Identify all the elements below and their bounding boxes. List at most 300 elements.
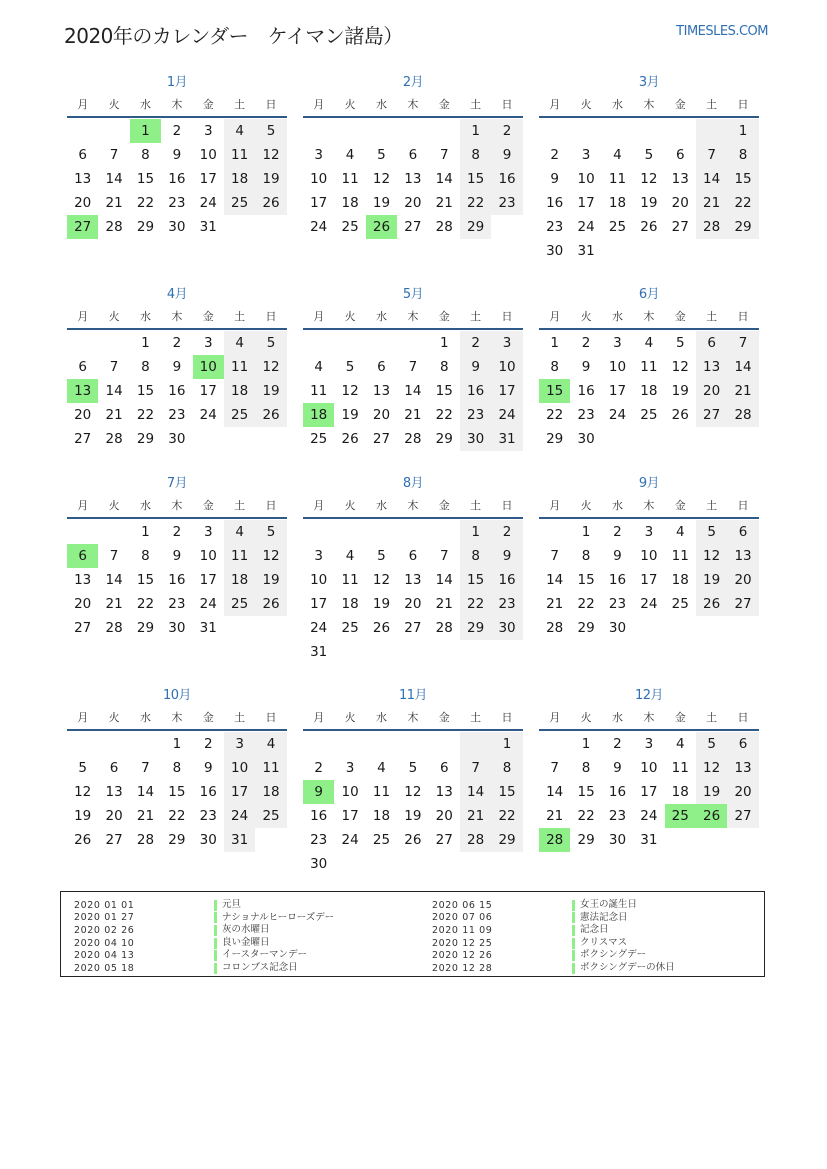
day-cell: 10 [491,355,522,379]
legend-date: 2020 01 27 [74,912,135,924]
weekday-label: 金 [438,499,450,512]
empty-day-cell [98,119,129,143]
weekday-label: 火 [580,310,592,323]
day-cell: 7 [696,143,727,167]
day-cell: 11 [255,756,286,780]
day-cell: 21 [105,407,123,423]
empty-day-cell [67,119,98,143]
day-cell: 2 [314,760,323,776]
weekday-label: 火 [344,98,356,111]
weekday-label: 日 [501,98,513,111]
empty-day-cell [429,520,460,544]
day-cell: 6 [727,732,758,756]
day-cell: 5 [255,331,286,355]
day-cell: 2 [613,524,622,540]
weekday-header [539,306,759,330]
day-cell: 18 [372,808,391,824]
day-cell: 10 [341,784,359,800]
day-cell: 29 [577,832,595,848]
day-cell: 24 [199,407,217,423]
day-cell: 19 [671,383,689,399]
day-cell: 22 [460,592,491,616]
day-cell: 18 [224,167,255,191]
day-cell: 26 [671,407,689,423]
empty-day-cell [539,732,570,756]
weekday-label: 木 [171,711,183,724]
legend-row [74,962,334,975]
day-cell: 1 [460,119,491,143]
month-calendar [539,284,759,451]
weekday-label: 日 [501,499,513,512]
day-cell: 28 [435,620,453,636]
day-cell: 22 [577,596,595,612]
legend-row [74,949,334,962]
month-calendar [303,685,523,876]
day-cell: 20 [74,407,92,423]
day-grid [303,520,523,664]
empty-day-cell [98,331,129,355]
day-cell: 31 [640,832,658,848]
holiday-color-marker [214,900,217,911]
holiday-day-cell: 13 [67,379,98,403]
holiday-day-cell: 28 [539,828,570,852]
day-cell: 9 [613,548,622,564]
weekday-header [303,306,523,330]
weekday-label: 金 [202,711,214,724]
day-cell: 7 [550,548,559,564]
day-cell: 13 [74,171,92,187]
empty-day-cell [303,520,334,544]
day-cell: 10 [577,171,595,187]
empty-day-cell [366,331,397,355]
day-cell: 29 [491,828,522,852]
day-cell: 17 [199,572,217,588]
day-cell: 24 [640,808,658,824]
day-cell: 21 [136,808,155,824]
day-cell: 10 [199,548,217,564]
weekday-label: 火 [580,711,592,724]
weekday-label: 木 [407,711,419,724]
day-cell: 24 [491,403,522,427]
day-grid [539,732,759,852]
weekday-label: 火 [580,98,592,111]
day-cell: 12 [255,355,286,379]
empty-day-cell [570,119,601,143]
day-cell: 6 [439,760,449,776]
day-cell: 18 [255,780,286,804]
day-cell: 21 [435,596,453,612]
day-cell: 4 [224,520,255,544]
month-calendar [67,284,287,451]
month-calendar [539,72,759,263]
day-cell: 10 [640,548,658,564]
weekday-label: 水 [611,98,623,111]
day-cell: 5 [345,359,355,375]
day-cell: 19 [696,780,727,804]
empty-day-cell [366,520,397,544]
empty-day-cell [67,732,98,756]
day-grid [539,520,759,640]
weekday-label: 日 [501,310,513,323]
holiday-day-cell: 18 [303,403,334,427]
weekday-header [303,94,523,118]
weekday-label: 水 [375,98,387,111]
day-cell: 15 [460,167,491,191]
day-cell: 2 [172,335,182,351]
weekday-label: 火 [108,499,120,512]
legend-date: 2020 04 10 [74,937,135,949]
weekday-label: 日 [737,310,749,323]
day-cell: 5 [78,760,87,776]
day-grid [67,119,287,239]
weekday-label: 木 [643,711,655,724]
day-cell: 14 [105,572,123,588]
day-cell: 7 [550,760,559,776]
day-cell: 10 [310,572,328,588]
weekday-label: 日 [737,98,749,111]
day-cell: 24 [640,596,658,612]
day-cell: 16 [608,784,627,800]
day-cell: 4 [345,548,355,564]
day-cell: 15 [491,780,522,804]
day-cell: 27 [671,219,689,235]
day-cell: 30 [199,832,217,848]
empty-day-cell [397,732,428,756]
day-cell: 29 [435,431,453,447]
weekday-header [303,707,523,731]
day-cell: 16 [491,167,522,191]
weekday-label: 土 [234,98,246,111]
holiday-day-cell: 10 [193,355,224,379]
day-grid [303,732,523,876]
day-grid [539,331,759,451]
weekday-header [303,495,523,519]
day-cell: 13 [404,171,422,187]
day-cell: 17 [640,572,658,588]
day-cell: 21 [696,191,727,215]
day-cell: 4 [345,147,355,163]
day-cell: 13 [696,355,727,379]
day-cell: 8 [141,147,150,163]
day-cell: 27 [74,431,92,447]
day-cell: 27 [404,219,422,235]
day-cell: 9 [460,355,491,379]
weekday-label: 日 [737,711,749,724]
day-cell: 29 [136,219,155,235]
month-title: 6月 [638,287,660,302]
month-title: 11月 [398,688,428,703]
holiday-color-marker [572,938,575,949]
day-cell: 17 [310,596,328,612]
legend-row [74,912,334,925]
day-cell: 25 [608,219,627,235]
weekday-label: 木 [407,499,419,512]
day-cell: 30 [168,431,186,447]
day-cell: 27 [74,620,92,636]
day-cell: 9 [613,760,622,776]
day-cell: 28 [727,403,758,427]
empty-day-cell [366,732,397,756]
day-cell: 23 [546,219,564,235]
empty-day-cell [429,119,460,143]
day-cell: 26 [255,592,286,616]
legend-holiday-name: 憲法記念日 [580,911,628,923]
weekday-header [67,306,287,330]
month-calendar [539,473,759,640]
day-cell: 3 [224,732,255,756]
weekday-label: 金 [202,98,214,111]
day-cell: 27 [372,431,391,447]
empty-day-cell [633,119,664,143]
month-title: 7月 [166,476,188,491]
day-cell: 19 [74,808,92,824]
day-cell: 1 [141,524,150,540]
day-cell: 9 [491,143,522,167]
day-cell: 6 [408,147,418,163]
day-cell: 14 [105,171,123,187]
month-calendar [303,72,523,239]
day-cell: 22 [727,191,758,215]
day-cell: 3 [644,736,654,752]
day-cell: 8 [581,760,591,776]
month-title: 3月 [638,75,660,90]
day-cell: 3 [314,147,323,163]
day-cell: 1 [172,736,182,752]
day-grid [67,520,287,640]
empty-day-cell [67,331,98,355]
day-cell: 14 [546,572,564,588]
weekday-label: 水 [139,310,151,323]
day-cell: 21 [404,407,422,423]
legend-date: 2020 12 28 [432,962,493,974]
day-cell: 7 [439,548,449,564]
legend-holiday-name: 良い金曜日 [222,936,270,948]
weekday-label: 木 [171,499,183,512]
weekday-label: 土 [234,711,246,724]
day-cell: 15 [136,171,155,187]
month-title: 2月 [402,75,424,90]
empty-day-cell [98,732,129,756]
weekday-label: 水 [611,310,623,323]
day-cell: 26 [74,832,92,848]
weekday-label: 月 [77,98,89,111]
weekday-label: 火 [580,499,592,512]
day-cell: 24 [577,219,595,235]
day-cell: 30 [608,620,627,636]
weekday-label: 土 [470,499,482,512]
empty-day-cell [460,732,491,756]
day-cell: 4 [224,331,255,355]
day-cell: 17 [224,780,255,804]
day-cell: 23 [460,403,491,427]
weekday-label: 金 [674,98,686,111]
weekday-label: 土 [470,98,482,111]
day-cell: 23 [608,596,627,612]
month-calendar [67,72,287,239]
day-grid [539,119,759,263]
holiday-color-marker [214,938,217,949]
weekday-label: 日 [265,711,277,724]
day-cell: 22 [577,808,595,824]
weekday-label: 火 [344,310,356,323]
day-cell: 16 [168,383,186,399]
weekday-label: 水 [139,711,151,724]
day-cell: 14 [435,171,453,187]
day-cell: 24 [608,407,627,423]
day-cell: 6 [675,147,685,163]
weekday-label: 日 [265,499,277,512]
day-cell: 11 [310,383,328,399]
day-grid [67,732,287,852]
day-cell: 1 [491,732,522,756]
weekday-label: 土 [706,98,718,111]
day-cell: 18 [671,572,689,588]
weekday-label: 月 [77,499,89,512]
empty-day-cell [696,119,727,143]
day-cell: 25 [224,403,255,427]
weekday-label: 木 [643,98,655,111]
holiday-color-marker [214,925,217,936]
day-cell: 19 [372,596,391,612]
day-cell: 11 [671,760,689,776]
weekday-label: 金 [202,310,214,323]
day-cell: 23 [199,808,217,824]
day-cell: 30 [168,620,186,636]
day-cell: 28 [105,620,123,636]
day-cell: 19 [372,195,391,211]
empty-day-cell [130,732,161,756]
day-cell: 29 [168,832,186,848]
weekday-label: 火 [108,310,120,323]
day-cell: 12 [696,756,727,780]
day-cell: 5 [675,335,685,351]
day-cell: 15 [577,572,595,588]
day-cell: 29 [727,215,758,239]
day-cell: 28 [460,828,491,852]
day-cell: 28 [546,620,564,636]
weekday-label: 火 [344,499,356,512]
day-cell: 30 [577,431,595,447]
weekday-label: 金 [202,499,214,512]
day-cell: 10 [199,147,217,163]
day-cell: 29 [136,620,155,636]
day-grid [303,331,523,451]
month-calendar [303,284,523,451]
day-cell: 3 [314,548,323,564]
legend-holiday-name: ナショナルヒーローズデー [222,911,335,923]
weekday-label: 水 [139,98,151,111]
day-cell: 7 [141,760,150,776]
empty-day-cell [98,520,129,544]
weekday-label: 日 [501,711,513,724]
day-cell: 24 [310,620,328,636]
day-cell: 29 [546,431,564,447]
day-cell: 23 [168,596,186,612]
holiday-color-marker [214,963,217,974]
weekday-label: 土 [470,711,482,724]
empty-day-cell [334,732,365,756]
day-cell: 5 [255,119,286,143]
day-cell: 7 [727,331,758,355]
day-cell: 22 [136,195,155,211]
day-cell: 3 [203,524,213,540]
day-cell: 13 [372,383,391,399]
day-cell: 14 [546,784,564,800]
day-cell: 8 [727,143,758,167]
day-cell: 6 [78,359,87,375]
day-cell: 22 [546,407,564,423]
day-cell: 25 [224,191,255,215]
day-cell: 31 [199,620,217,636]
day-cell: 22 [136,596,155,612]
day-cell: 10 [224,756,255,780]
day-cell: 1 [550,335,559,351]
day-cell: 1 [439,335,449,351]
day-cell: 14 [727,355,758,379]
empty-day-cell [366,119,397,143]
weekday-label: 月 [549,98,561,111]
legend-date: 2020 05 18 [74,962,135,974]
day-cell: 25 [341,219,359,235]
day-cell: 18 [341,195,359,211]
day-cell: 3 [581,147,591,163]
day-cell: 14 [105,383,123,399]
day-cell: 3 [491,331,522,355]
day-cell: 8 [550,359,559,375]
weekday-label: 土 [234,310,246,323]
day-cell: 8 [460,143,491,167]
day-cell: 17 [341,808,359,824]
day-cell: 28 [404,431,422,447]
day-cell: 13 [74,572,92,588]
month-title: 9月 [638,476,660,491]
weekday-label: 水 [611,711,623,724]
day-cell: 5 [377,147,386,163]
day-cell: 20 [372,407,391,423]
weekday-label: 金 [674,499,686,512]
day-cell: 16 [608,572,627,588]
legend-row [432,899,675,912]
month-title: 12月 [634,688,664,703]
day-cell: 6 [109,760,119,776]
weekday-label: 金 [674,310,686,323]
day-cell: 30 [491,616,522,640]
empty-day-cell [334,119,365,143]
holiday-day-cell: 25 [665,804,696,828]
holiday-color-marker [572,925,575,936]
day-cell: 2 [613,736,622,752]
day-cell: 31 [224,828,255,852]
day-cell: 22 [491,804,522,828]
weekday-label: 土 [706,499,718,512]
day-cell: 10 [640,760,658,776]
day-cell: 30 [168,219,186,235]
weekday-label: 土 [234,499,246,512]
day-cell: 11 [224,143,255,167]
legend-holiday-name: ボクシングデーの休日 [580,961,675,973]
day-cell: 8 [439,359,449,375]
day-cell: 9 [203,760,213,776]
site-link[interactable]: TIMESLES.COM [676,24,768,39]
day-cell: 23 [168,195,186,211]
day-cell: 2 [203,736,213,752]
day-cell: 15 [168,784,186,800]
day-cell: 27 [105,832,123,848]
day-cell: 12 [372,572,391,588]
day-cell: 24 [199,195,217,211]
holiday-day-cell: 15 [539,379,570,403]
day-cell: 12 [255,143,286,167]
